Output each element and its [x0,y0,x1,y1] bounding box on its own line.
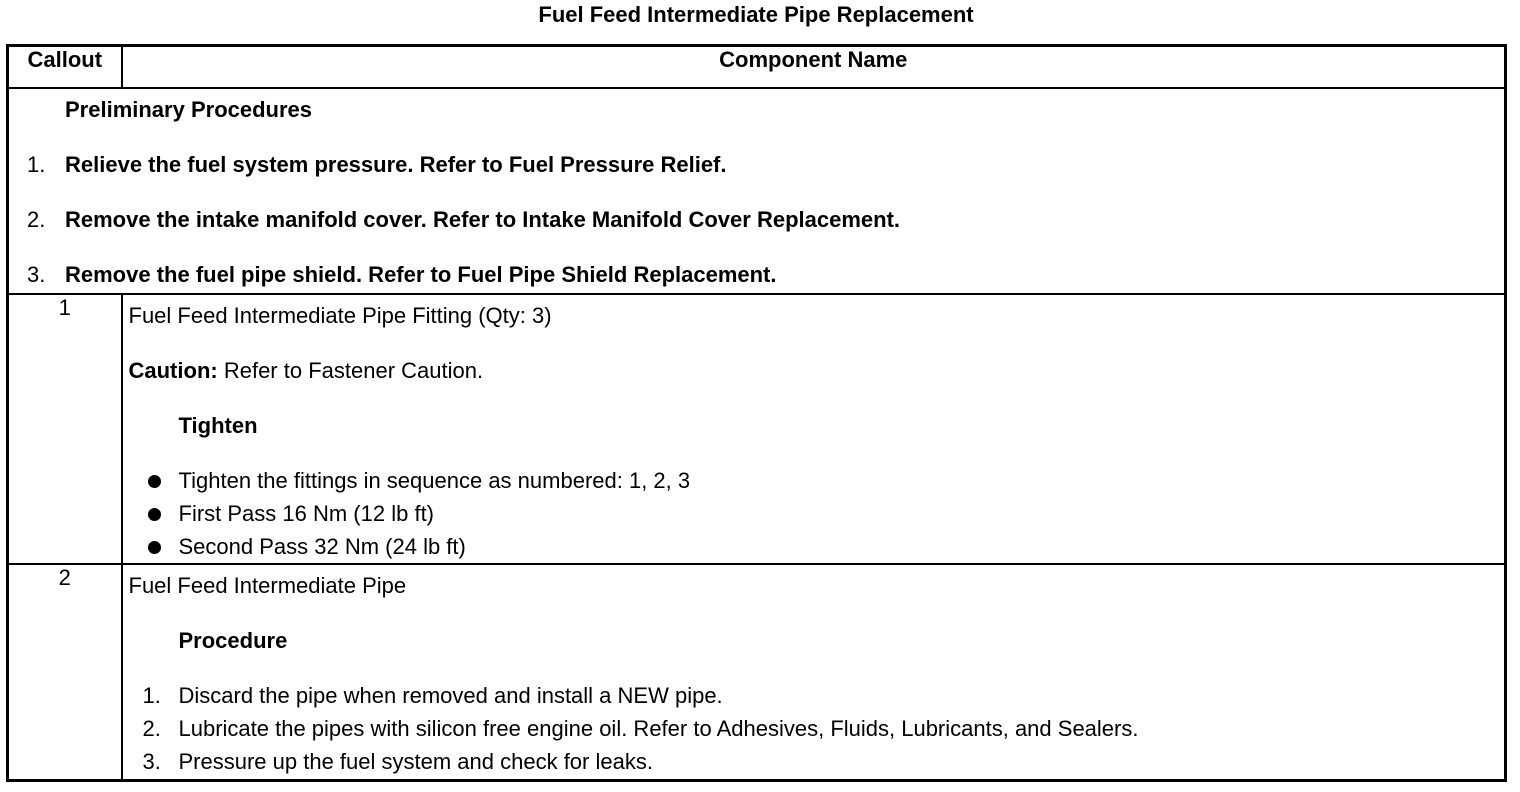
caution-label: Caution: [128,358,218,383]
caution-note [129,358,484,384]
list-item: Discard the pipe when removed and install a NEW pipe. [178,683,723,708]
bullet-icon [148,541,161,554]
preliminary-step-text: Remove the fuel pipe shield. Refer to Fuel Pipe Shield Replacement. [65,262,777,287]
bullet-icon [148,508,161,521]
bullet-icon [148,475,161,488]
table-row [8,294,1506,564]
procedure-subheading: Procedure [178,628,288,653]
preliminary-step-number: 3. [27,262,46,287]
tighten-subheading: Tighten [178,413,258,438]
component-cell [122,564,1506,781]
column-header-component-name: Component Name [122,46,1506,89]
preliminary-step-number: 1. [27,152,46,177]
list-item: Tighten the fittings in sequence as numbered: 1, 2, 3 [178,468,691,493]
preliminary-heading: Preliminary Procedures [65,97,313,122]
preliminary-step [27,152,727,178]
step-number: 2. [142,716,161,741]
preliminary-step [27,207,900,233]
preliminary-procedures-cell [8,88,1506,294]
list-item: First Pass 16 Nm (12 lb ft) [178,501,435,526]
preliminary-step-number: 2. [27,207,46,232]
callout-number: 2 [8,564,122,781]
page-title: Fuel Feed Intermediate Pipe Replacement [538,2,974,27]
caution-text: Refer to Fastener Caution. [223,358,484,383]
header-row [8,46,1506,89]
step-number: 1. [142,683,161,708]
list-item: Pressure up the fuel system and check for leaks. [178,749,653,774]
component-cell [122,294,1506,564]
step-number: 3. [142,749,161,774]
procedure-table [6,44,1507,782]
component-name: Fuel Feed Intermediate Pipe Fitting (Qty: 3) [128,303,552,328]
callout-number: 1 [8,294,122,564]
preliminary-step-text: Remove the intake manifold cover. Refer to Intake Manifold Cover Replacement. [65,207,901,232]
list-item: Lubricate the pipes with silicon free engine oil. Refer to Adhesives, Fluids, Lubricants, and Sealers. [178,716,1139,741]
column-header-callout: Callout [8,46,122,89]
preliminary-row [8,88,1506,294]
table-row [8,564,1506,781]
component-name: Fuel Feed Intermediate Pipe [128,573,407,598]
preliminary-step [27,262,777,288]
list-item: Second Pass 32 Nm (24 lb ft) [178,534,466,559]
preliminary-step-text: Relieve the fuel system pressure. Refer to Fuel Pressure Relief. [65,152,727,177]
